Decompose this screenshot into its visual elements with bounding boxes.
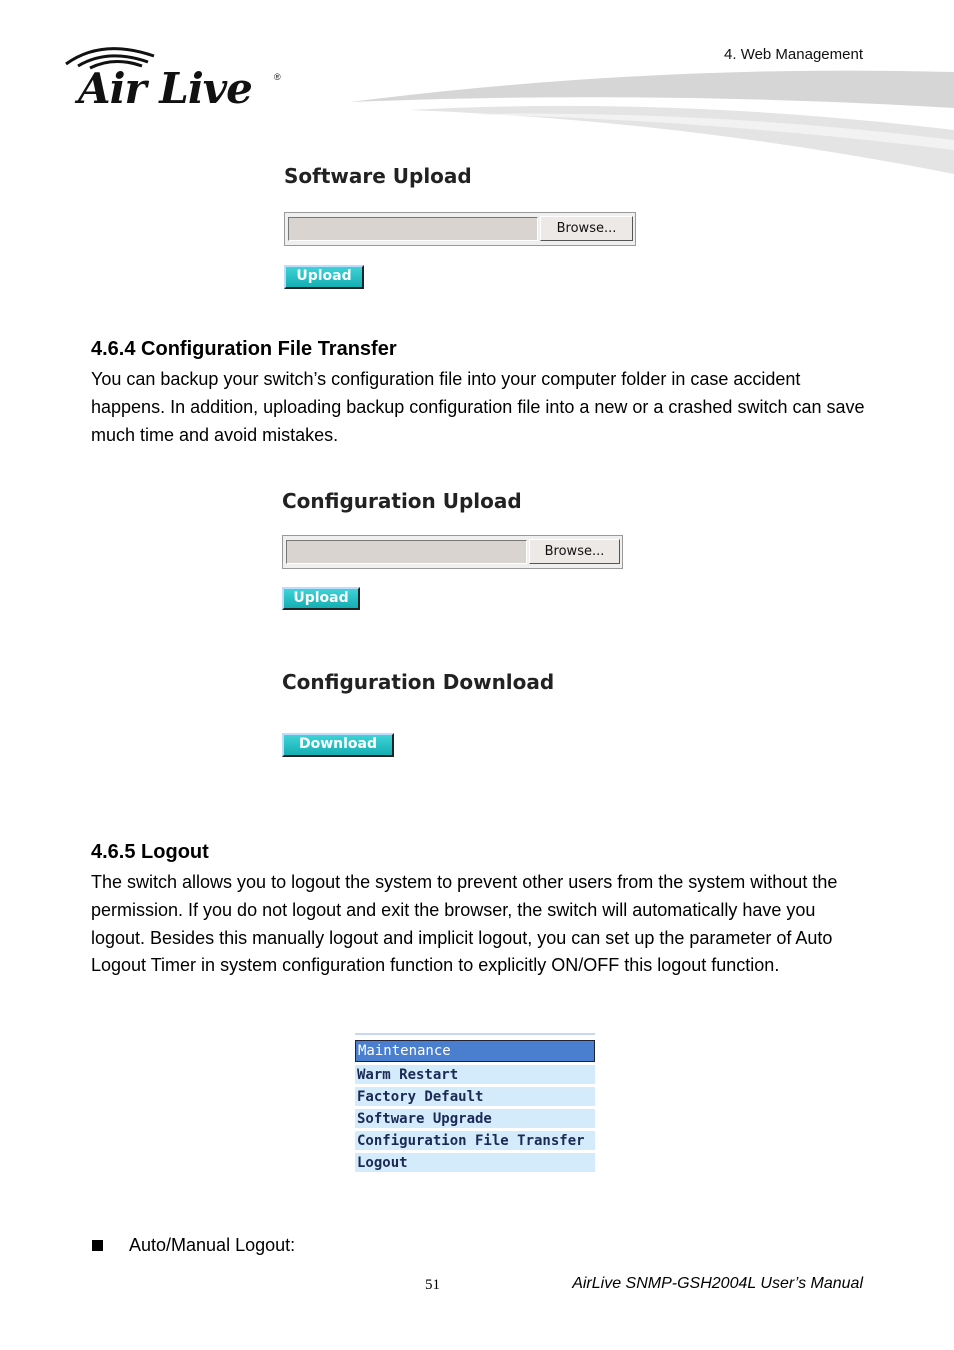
airlive-logo	[62, 42, 292, 112]
config-file-input[interactable]	[286, 540, 527, 564]
section-4-6-5-heading: 4.6.5 Logout	[91, 841, 209, 863]
menu-item-maintenance[interactable]: Maintenance	[355, 1040, 595, 1062]
menu-item-software-upgrade[interactable]: Software Upgrade	[355, 1109, 595, 1129]
section-4-6-5-body: The switch allows you to logout the system to prevent other users from the system without the permission. If you do not logout and exit the browser, the switch will automatically have you logout. Besides this manually logout and implicit logout, you can set up the parameter of Auto Logout Timer in system configuration function to explicitly ON/OFF this logout function.	[91, 872, 838, 976]
chapter-header: 4. Web Management	[724, 46, 863, 63]
config-download-button[interactable]: Download	[282, 733, 394, 757]
config-file-picker	[282, 535, 623, 569]
logo-wordmark: Air Live	[78, 64, 252, 113]
manual-title-footer: AirLive SNMP-GSH2004L User’s Manual	[572, 1275, 863, 1292]
config-browse-button[interactable]: Browse...	[529, 539, 620, 564]
registered-mark: ®	[274, 72, 281, 82]
software-file-picker	[284, 212, 636, 246]
bullet-item-text: Auto/Manual Logout:	[129, 1235, 296, 1255]
config-upload-button[interactable]: Upload	[282, 587, 360, 610]
software-file-input[interactable]	[288, 217, 538, 241]
menu-item-configuration-file-transfer[interactable]: Configuration File Transfer	[355, 1131, 595, 1151]
menu-item-factory-default[interactable]: Factory Default	[355, 1087, 595, 1107]
maintenance-menu	[355, 1033, 595, 1173]
software-browse-button[interactable]: Browse...	[540, 216, 633, 241]
software-upload-title: Software Upload	[284, 164, 472, 188]
menu-item-logout[interactable]: Logout	[355, 1153, 595, 1173]
menu-item-warm-restart[interactable]: Warm Restart	[355, 1065, 595, 1085]
configuration-upload-title: Configuration Upload	[282, 489, 522, 513]
section-4-6-4-body: You can backup your switch’s configuration file into your computer folder in case accident happens. In addition, uploading backup configuration file into a new or a crashed switch can save much time and avoid mistakes.	[91, 369, 865, 445]
section-4-6-4-heading: 4.6.4 Configuration File Transfer	[91, 338, 397, 360]
software-upload-button[interactable]: Upload	[284, 265, 364, 289]
menu-top-divider	[355, 1033, 595, 1035]
page-number: 51	[425, 1277, 440, 1293]
configuration-download-title: Configuration Download	[282, 670, 555, 694]
bullet-square-icon	[92, 1240, 103, 1251]
